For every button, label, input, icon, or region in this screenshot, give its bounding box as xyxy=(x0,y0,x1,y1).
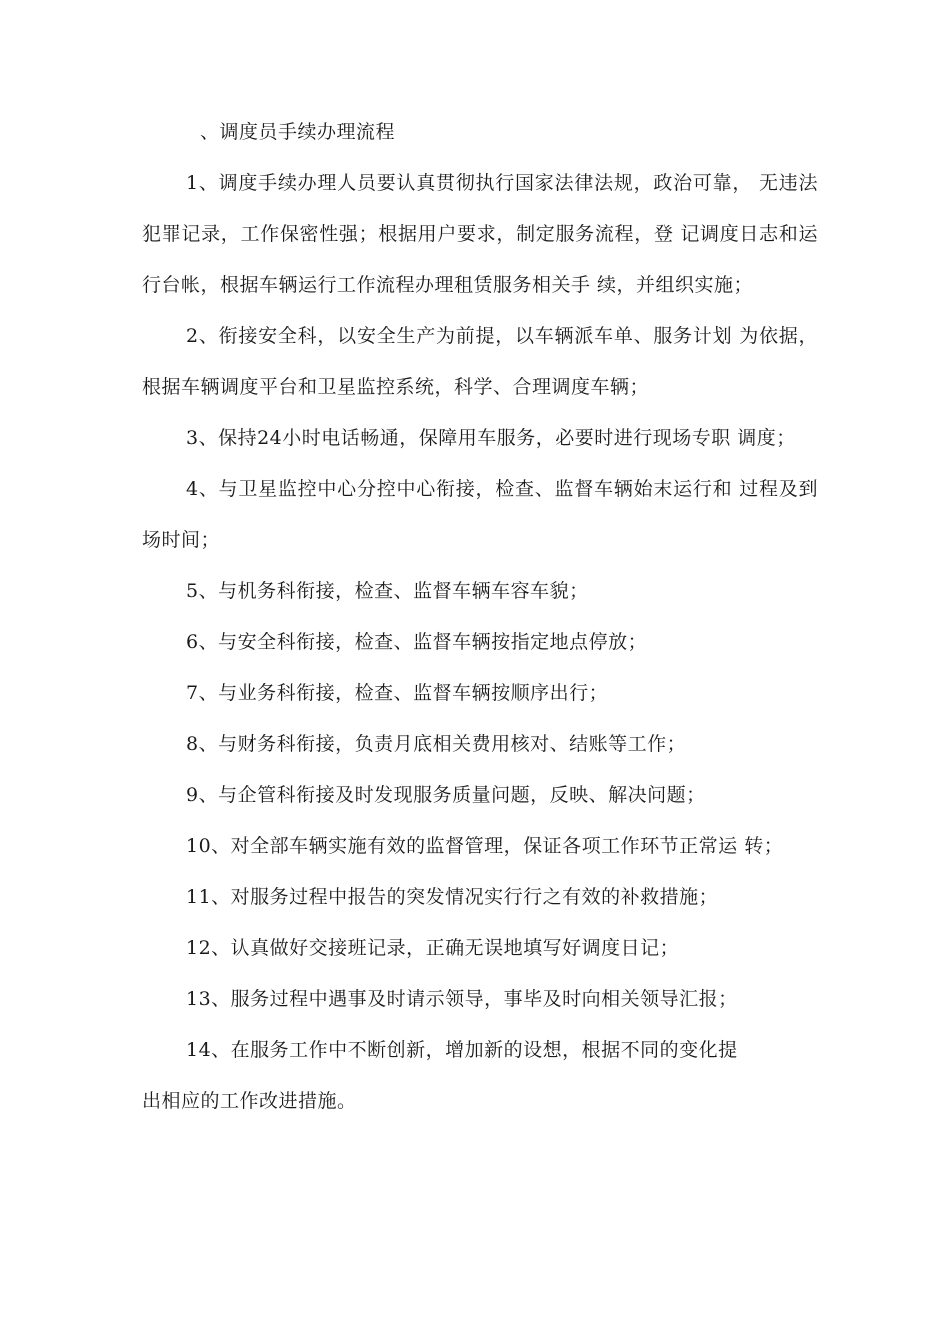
list-item-14: 14、在服务工作中不断创新，增加新的设想，根据不同的变化提 xyxy=(186,1039,738,1061)
list-item-4: 4、与卫星监控中心分控中心衔接，检查、监督车辆始末运行和 过程及到场时间； xyxy=(142,478,818,551)
list-item-10: 10、对全部车辆实施有效的监督管理，保证各项工作环节正常运 转； xyxy=(186,835,784,857)
list-item-1: 1、调度手续办理人员要认真贯彻执行国家法律法规，政治可靠， 无违法犯罪记录，工作保密性强；根据用户要求，制定服务流程，登 记调度日志和运行台帐，根据车辆运行工作流程办理租赁服务相关手 续，并组织实施； xyxy=(142,172,818,296)
list-item-11: 11、对服务过程中报告的突发情况实行行之有效的补救措施； xyxy=(186,886,719,908)
list-item-14-continuation: 出相应的工作改进措施。 xyxy=(142,1090,357,1112)
list-item-2: 2、衔接安全科，以安全生产为前提，以车辆派车单、服务计划 为依据，根据车辆调度平台和卫星监控系统，科学、合理调度车辆； xyxy=(142,325,818,398)
list-item-9: 9、与企管科衔接及时发现服务质量问题，反映、解决问题； xyxy=(186,784,706,806)
list-item-3: 3、保持24小时电话畅通，保障用车服务，必要时进行现场专职 调度； xyxy=(186,427,796,449)
list-item-5: 5、与机务科衔接，检查、监督车辆车容车貌； xyxy=(186,580,589,602)
list-item-12: 12、认真做好交接班记录，正确无误地填写好调度日记； xyxy=(186,937,680,959)
list-item-6: 6、与安全科衔接，检查、监督车辆按指定地点停放； xyxy=(186,631,648,653)
list-item-13: 13、服务过程中遇事及时请示领导，事毕及时向相关领导汇报； xyxy=(186,988,738,1010)
list-item-7: 7、与业务科衔接，检查、监督车辆按顺序出行； xyxy=(186,682,609,704)
document-body xyxy=(142,112,818,1127)
list-item-8: 8、与财务科衔接，负责月底相关费用核对、结账等工作； xyxy=(186,733,687,755)
document-title: 、调度员手续办理流程 xyxy=(200,121,396,143)
